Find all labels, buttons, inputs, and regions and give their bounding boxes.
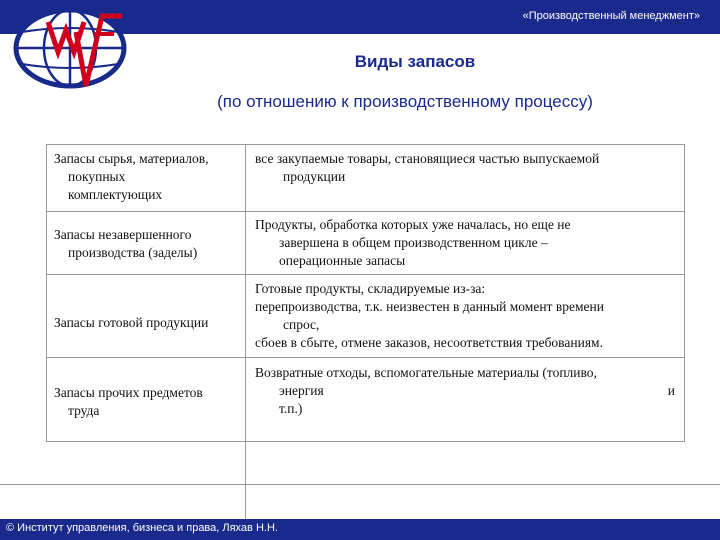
table-column-divider — [245, 144, 246, 520]
desc-line: завершена в общем производственном цикле – — [279, 235, 548, 250]
header-caption: «Производственный менеджмент» — [522, 10, 700, 22]
label-line: Запасы сырья, материалов, — [54, 151, 209, 166]
row-divider — [46, 274, 685, 275]
logo-text: WVE — [160, 93, 163, 94]
row-label — [54, 384, 242, 420]
desc-line: Готовые продукты, складируемые из-за: — [255, 281, 486, 296]
desc-line: сбоев в сбыте, отмене заказов, несоответствия требованиям. — [255, 335, 603, 350]
row-description — [255, 216, 675, 270]
table-right-border — [684, 144, 685, 442]
label-line: комплектующих — [68, 187, 163, 202]
desc-line: продукции — [283, 169, 346, 184]
row-divider — [46, 357, 685, 358]
desc-line: операционные запасы — [279, 253, 406, 268]
table-top-border — [46, 144, 685, 145]
desc-line: Продукты, обработка которых уже началась, но еще не — [255, 217, 571, 232]
label-line: производства (заделы) — [68, 245, 198, 260]
label-line: Запасы прочих предметов — [54, 385, 203, 400]
row-description — [255, 280, 675, 352]
row-label — [54, 150, 242, 204]
table-left-border — [46, 144, 47, 442]
row-label: Запасы готовой продукции — [54, 315, 209, 330]
row-divider — [0, 484, 720, 485]
row-divider — [46, 211, 685, 212]
desc-line: Возвратные отходы, вспомогательные материалы (топливо, — [255, 365, 597, 380]
desc-line-split — [255, 382, 675, 400]
label-line: Запасы незавершенного — [54, 227, 192, 242]
row-description — [255, 364, 675, 418]
desc-line: т.п.) — [279, 401, 303, 416]
row-label — [54, 226, 242, 262]
desc-word: энергия — [279, 383, 324, 398]
page-subtitle: (по отношению к производственному процессу) — [217, 92, 593, 111]
desc-line: перепроизводства, т.к. неизвестен в данный момент времени — [255, 299, 604, 314]
desc-line: спрос, — [283, 317, 320, 332]
table-bottom-border — [46, 441, 685, 442]
label-line: труда — [68, 403, 100, 418]
desc-line: все закупаемые товары, становящиеся частью выпускаемой — [255, 151, 600, 166]
footer-bar — [0, 519, 720, 540]
label-line: покупных — [68, 169, 126, 184]
row-description — [255, 150, 675, 186]
footer-copyright: © Институт управления, бизнеса и права, Ляхав Н.Н. — [6, 522, 278, 534]
logo — [10, 4, 163, 94]
desc-word: и — [667, 383, 675, 398]
page-title: Виды запасов — [354, 52, 476, 71]
